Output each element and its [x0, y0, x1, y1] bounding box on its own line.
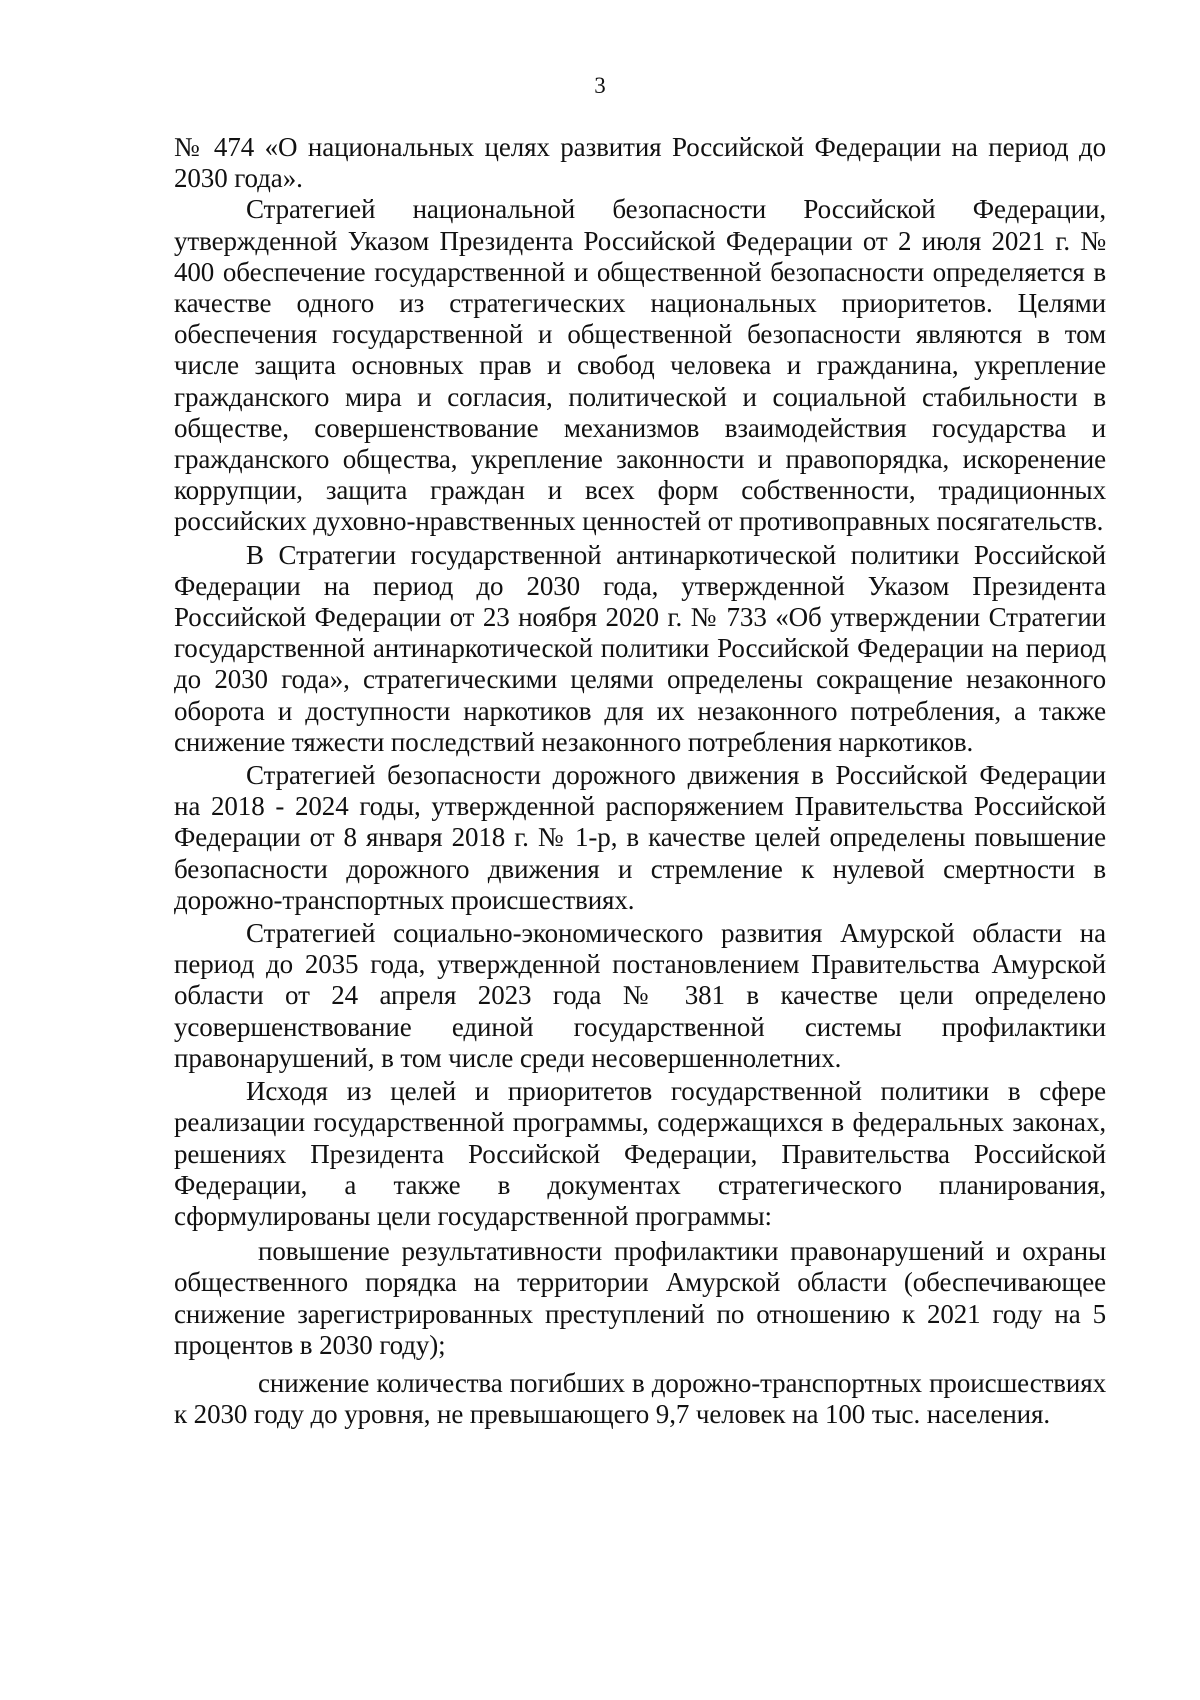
paragraph-road-safety-strategy: Стратегией безопасности дорожного движения в Российской Федерации на 2018 - 2024 годы, утвержденной распоряжением Правительства Российской Федерации от 8 января 2018 г. № 1-р, в качестве целей определены повышение безопасности дорожного движения и стремление к нулевой смертности в дорожно-транспортных происшествиях. — [174, 760, 1106, 915]
paragraph-national-security-strategy: Стратегией национальной безопасности Российской Федерации, утвержденной Указом Президента Российской Федерации от 2 июля 2021 г. № 400 обеспечение государственной и общественной безопасности определяется в качестве одного из стратегических национальных приоритетов. Целями обеспечения государственной и общественной безопасности являются в том числе защита основных прав и свобод человека и гражданина, укрепление гражданского мира и согласия, политической и социальной стабильности в обществе, совершенствование механизмов взаимодействия государства и гражданского общества, укрепление законности и правопорядка, искоренение коррупции, защита граждан и всех форм собственности, традиционных российских духовно-нравственных ценностей от противоправных посягательств. — [174, 194, 1106, 537]
paragraph-goal-crime-prevention: повышение результативности профилактики правонарушений и охраны общественного порядка на территории Амурской области (обеспечивающее снижение зарегистрированных преступлений по отношению к 2021 году на 5 процентов в 2030 году); — [174, 1236, 1106, 1360]
paragraph-goal-road-fatalities: снижение количества погибших в дорожно-транспортных происшествиях к 2030 году до уровня, не превышающего 9,7 человек на 100 тыс. населения. — [174, 1367, 1106, 1430]
document-body — [174, 132, 1106, 1430]
paragraph-decree-reference: № 474 «О национальных целях развития Российской Федерации на период до 2030 года». — [174, 132, 1106, 194]
paragraph-antinarcotic-strategy: В Стратегии государственной антинаркотической политики Российской Федерации на период до 2030 года, утвержденной Указом Президента Российской Федерации от 23 ноября 2020 г. № 733 «Об утверждении Стратегии государственной антинаркотической политики Российской Федерации на период до 2030 года», стратегическими целями определены сокращение незаконного оборота и доступности наркотиков для их незаконного потребления, а также снижение тяжести последствий незаконного потребления наркотиков. — [174, 539, 1106, 757]
page-number: 3 — [594, 73, 606, 98]
paragraph-program-goals-intro: Исходя из целей и приоритетов государственной политики в сфере реализации государственной программы, содержащихся в федеральных законах, решениях Президента Российской Федерации, Правительства Российской Федерации, а также в документах стратегического планирования, сформулированы цели государственной программы: — [174, 1076, 1106, 1231]
paragraph-amur-development-strategy: Стратегией социально-экономического развития Амурской области на период до 2035 года, утвержденной постановлением Правительства Амурской области от 24 апреля 2023 года № 381 в качестве цели определено усовершенствование единой государственной системы профилактики правонарушений, в том числе среди несовершеннолетних. — [174, 918, 1106, 1073]
